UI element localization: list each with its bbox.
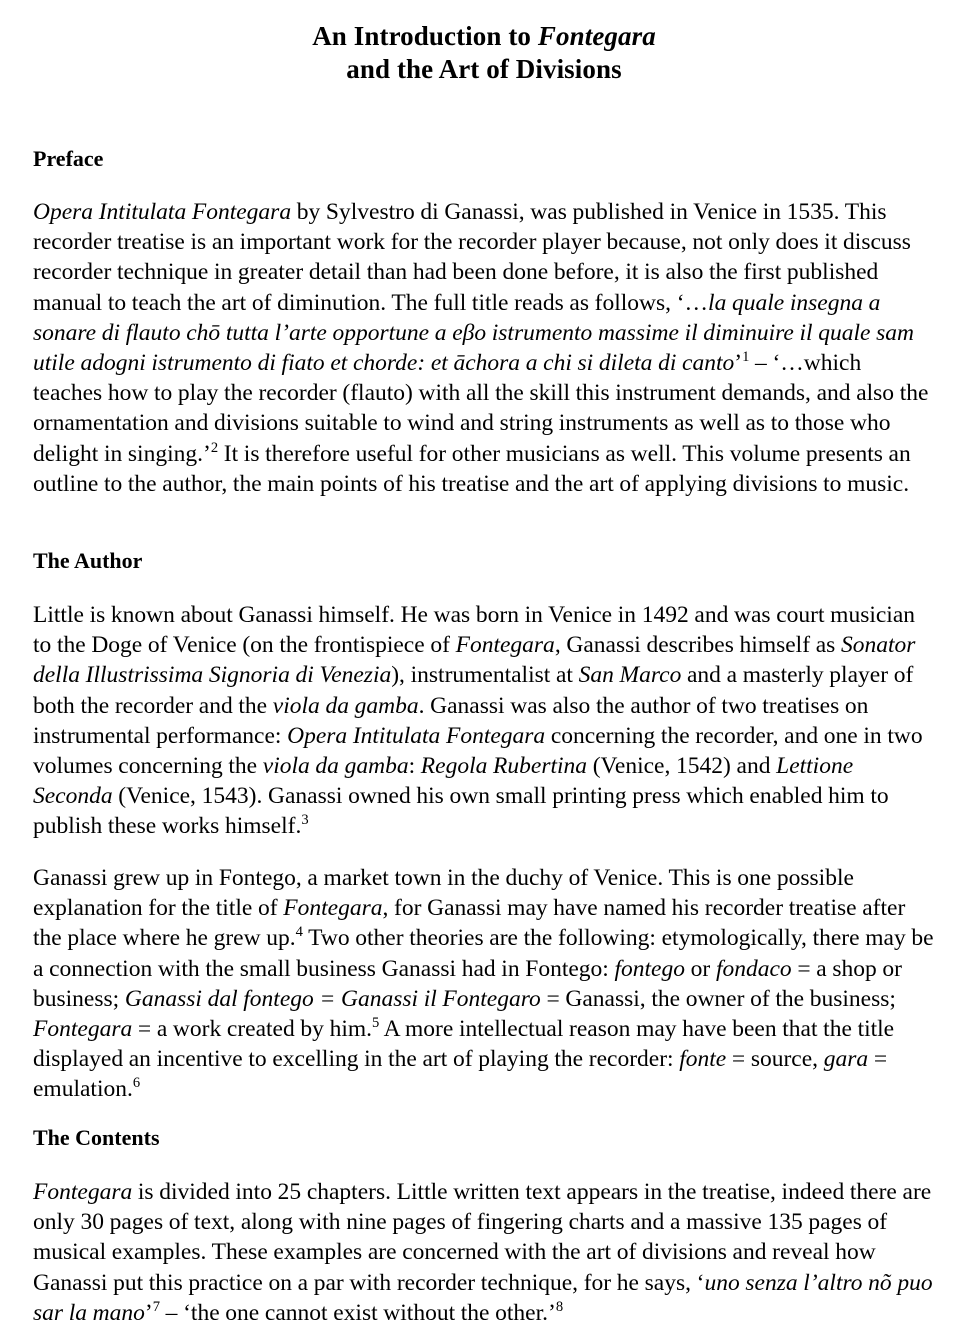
italic-run: San Marco	[578, 662, 682, 689]
italic-run: fontego	[614, 955, 685, 982]
roman-run: , for Ganassi may have named his recorder treatise after the place where he grew up.	[33, 895, 906, 952]
footnote-marker: 6	[132, 1075, 141, 1092]
roman-run: Little is known about Ganassi himself. He was born in Venice in 1492 and was court musician to the Doge of Venice (on the frontispiece of	[33, 602, 916, 659]
paragraph-author-2	[33, 863, 936, 1105]
italic-run: Fontegara	[33, 1016, 133, 1043]
italic-run: Fontegara	[33, 1179, 133, 1205]
roman-run: concerning the recorder, and one in two volumes concerning the	[33, 722, 923, 780]
roman-run: is divided into 25 chapters. Little written text appears in the treatise, indeed there are only 30 pages of text, along with nine pages of fingering charts and a massive 135 pages of musical examples. These examples are concerned with the art of divisions and reveal how Ganassi put this practice on a par with recorder technique, for he says, ‘	[33, 1179, 932, 1296]
roman-run: An Introduction to	[312, 21, 538, 51]
italic-run: Fontegara	[537, 21, 656, 51]
paragraph-contents-1	[33, 1177, 936, 1328]
roman-run: = emulation.	[33, 1046, 888, 1103]
footnote-marker: 4	[295, 924, 303, 941]
footnote-marker: 5	[372, 1014, 380, 1031]
roman-run: . Ganassi was also the author of two treatises on instrumental performance:	[33, 692, 869, 749]
italic-run: fondaco	[715, 955, 792, 982]
roman-run: ’	[144, 1299, 153, 1326]
paragraph-author-1	[33, 600, 936, 842]
italic-run: Ganassi dal fontego = Ganassi il Fontegaro	[124, 985, 541, 1012]
page-title-line-2	[0, 53, 968, 86]
roman-run: and the Art of Divisions	[346, 54, 622, 84]
roman-run: – ‘…which teaches how to play the recorder (flauto) with all the skill this instrument demands, and also the ornamentation and divisions suitable to wind and string instruments as well as to those who delight in singing.’	[33, 350, 929, 467]
italic-run: Lettione Seconda	[33, 753, 854, 810]
italic-run: la quale insegna a sonare di flauto chō tutta l’arte opportune a eβo istrumento massime il diminuire il quale sam utile adogni istrumento di fiato et chorde: et āchora a chi si dileta di canto	[33, 289, 914, 377]
footnote-marker: 7	[152, 1298, 160, 1315]
roman-run: (Venice, 1543). Ganassi owned his own small printing press which enabled him to publish these works himself.	[33, 783, 889, 840]
roman-run: Two other theories are the following: etymologically, there may be a connection with the small business Ganassi had in Fontego:	[33, 925, 934, 982]
italic-run: gara	[823, 1046, 869, 1073]
roman-run: and a masterly player of both the recorder and the	[33, 662, 914, 719]
italic-run: viola da gamba	[272, 692, 419, 719]
roman-run: Ganassi grew up in Fontego, a market town in the duchy of Venice. This is one possible explanation for the title of	[33, 865, 854, 922]
roman-run: = Ganassi, the owner of the business;	[540, 985, 896, 1012]
italic-run: Opera Intitulata Fontegara	[287, 722, 546, 749]
roman-run: (Venice, 1542) and	[587, 753, 777, 780]
italic-run: Sonator della Illustrissima Signoria di Venezia	[33, 632, 916, 689]
roman-run: ), instrumentalist at	[391, 662, 579, 689]
section-heading-preface: Preface	[33, 146, 104, 171]
roman-run: – ‘the one cannot exist without the other.’	[160, 1299, 556, 1326]
italic-run: viola da gamba	[262, 753, 409, 780]
page-title-line-1	[0, 20, 968, 53]
roman-run: = source,	[726, 1046, 824, 1073]
italic-run: uno senza l’altro nõ puo sar la mano	[33, 1269, 933, 1326]
italic-run: Regola Rubertina	[420, 753, 588, 780]
footnote-marker: 1	[742, 348, 750, 365]
roman-run: by Sylvestro di Ganassi, was published in Venice in 1535. This recorder treatise is an important work for the recorder player because, not only does it discuss recorder technique in greater detail than had been done before, it is also the first published manual to teach the art of diminution. The full title reads as follows, ‘…	[33, 199, 911, 316]
roman-run: ’	[734, 350, 743, 377]
footnote-marker: 3	[301, 812, 309, 829]
footnote-marker: 8	[555, 1298, 564, 1315]
roman-run: It is therefore useful for other musicians as well. This volume presents an outline to the author, the main points of his treatise and the art of applying divisions to music.	[33, 440, 911, 497]
paragraph-preface-1	[33, 197, 936, 499]
roman-run: , Ganassi describes himself as	[554, 632, 841, 659]
section-heading-the-contents: The Contents	[33, 1125, 160, 1150]
page-title	[0, 0, 968, 86]
roman-run: A more intellectual reason may have been that the title displayed an incentive to excelling in the art of playing the recorder:	[33, 1016, 895, 1073]
roman-run: or	[685, 955, 716, 982]
italic-run: Fontegara	[455, 632, 555, 659]
roman-run: = a shop or business;	[33, 955, 903, 1012]
italic-run: fonte	[679, 1046, 727, 1073]
italic-run: Opera Intitulata Fontegara	[33, 199, 292, 225]
footnote-marker: 2	[210, 439, 219, 456]
roman-run: :	[408, 753, 421, 780]
roman-run: = a work created by him.	[132, 1016, 373, 1043]
italic-run: Fontegara	[283, 895, 383, 922]
section-heading-the-author: The Author	[33, 548, 143, 573]
